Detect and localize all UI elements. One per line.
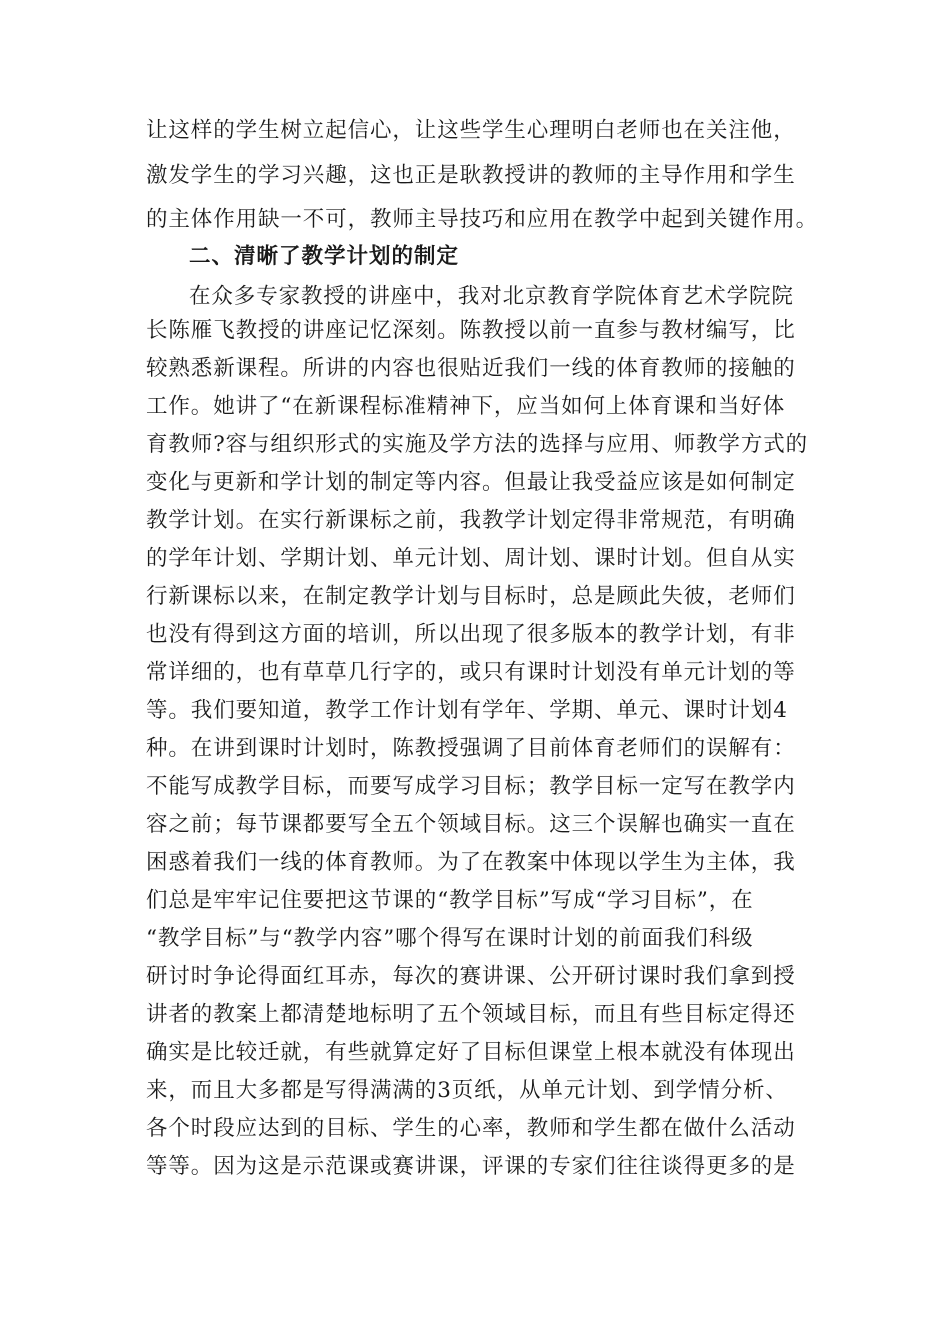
body-text-line: 的学年计划、学期计划、单元计划、周计划、课时计划。但自从实 [146,546,796,571]
body-text-line: 不能写成教学目标，而要写成学习目标；教学目标一定写在教学内 [146,774,796,799]
body-text-line: 各个时段应达到的目标、学生的心率，教师和学生都在做什么活动 [146,1116,796,1141]
paragraph-first-line: 在众多专家教授的讲座中，我对北京教育学院体育艺术学院院 [189,284,794,309]
body-text-line: 等等。因为这是示范课或赛讲课，评课的专家们往往谈得更多的是 [146,1154,796,1179]
body-text-line: 研讨时争论得面红耳赤，每次的赛讲课、公开研讨课时我们拿到授 [146,964,796,989]
body-text-line: 让这样的学生树立起信心，让这些学生心理明白老师也在关注他， [146,118,796,143]
body-text-line: 激发学生的学习兴趣，这也正是耿教授讲的教师的主导作用和学生 [146,163,796,188]
body-text-line: 工作。她讲了“在新课程标准精神下，应当如何上体育课和当好体 [146,394,786,419]
body-text-line: 容之前；每节课都要写全五个领域目标。这三个误解也确实一直在 [146,812,796,837]
body-text-line: 等。我们要知道，教学工作计划有学年、学期、单元、课时计划4 [146,698,788,723]
body-text-line: 行新课标以来，在制定教学计划与目标时，总是顾此失彼，老师们 [146,584,796,609]
body-text-line: 常详细的，也有草草几行字的，或只有课时计划没有单元计划的等 [146,660,796,685]
body-text-line: 育教师?容与组织形式的实施及学方法的选择与应用、师教学方式的 [146,432,809,457]
body-text-line: 们总是牢牢记住要把这节课的“教学目标”写成“学习目标”，在 [146,888,754,913]
body-text-line: “教学目标”与“教学内容”哪个得写在课时计划的前面我们科级 [146,926,754,951]
body-text-line: 变化与更新和学计划的制定等内容。但最让我受益应该是如何制定 [146,470,796,495]
body-text-line: 长陈雁飞教授的讲座记忆深刻。陈教授以前一直参与教材编写，比 [146,318,796,343]
body-text-line: 种。在讲到课时计划时，陈教授强调了目前体育老师们的误解有： [146,736,796,761]
body-text-line: 教学计划。在实行新课标之前，我教学计划定得非常规范，有明确 [146,508,796,533]
body-text-line: 确实是比较迁就，有些就算定好了目标但课堂上根本就没有体现出 [146,1040,796,1065]
body-text-line: 讲者的教案上都清楚地标明了五个领域目标，而且有些目标定得还 [146,1002,796,1027]
section-heading: 二、清晰了教学计划的制定 [189,244,460,269]
body-text-line: 困惑着我们一线的体育教师。为了在教案中体现以学生为主体，我 [146,850,796,875]
body-text-line: 的主体作用缺一不可，教师主导技巧和应用在教学中起到关键作用。 [146,207,819,232]
body-text-line: 来，而且大多都是写得满满的3页纸，从单元计划、到学情分析、 [146,1078,788,1103]
body-text-line: 较熟悉新课程。所讲的内容也很贴近我们一线的体育教师的接触的 [146,356,796,381]
body-text-line: 也没有得到这方面的培训，所以出现了很多版本的教学计划，有非 [146,622,796,647]
